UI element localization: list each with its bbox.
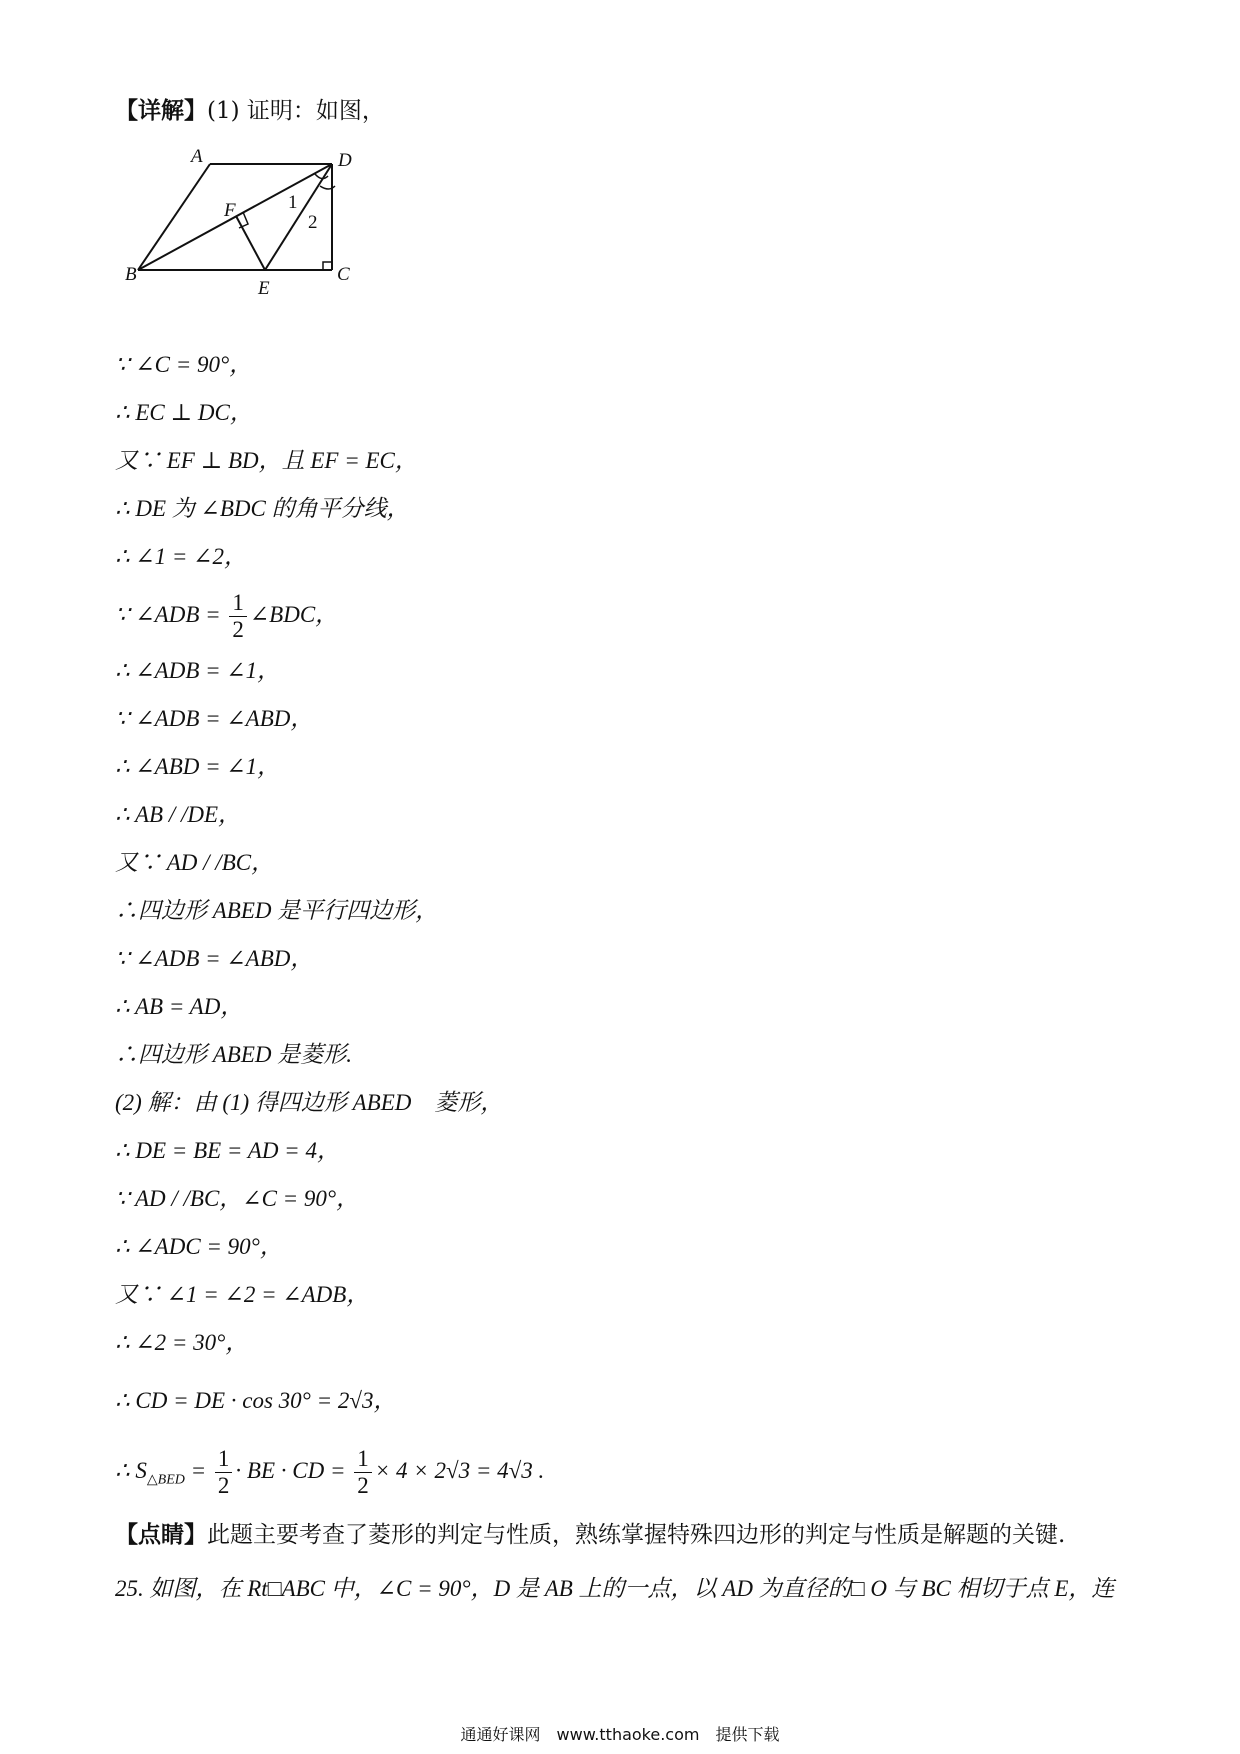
proof-line-7: ∴ ∠ADB = ∠1， (115, 658, 281, 683)
solution-line-3: ∵ AD / /BC，∠C = 90°， (115, 1186, 360, 1211)
proof-line-3: 又∵ EF ⊥ BD，且 EF = EC， (115, 448, 418, 473)
fraction-half (229, 590, 247, 643)
area-frac1-num: 1 (215, 1446, 233, 1473)
label-a: A (191, 146, 203, 167)
label-e: E (258, 278, 270, 299)
detail-intro: (1) 证明：如图， (207, 98, 385, 124)
label-c: C (337, 264, 350, 285)
remark-line (115, 1520, 1065, 1550)
solution-line-2: ∴ DE = BE = AD = 4， (115, 1138, 340, 1163)
area-line (115, 1446, 544, 1499)
detail-label: 【详解】 (115, 97, 207, 124)
area-fraction-1 (215, 1446, 233, 1499)
proof-line-4: ∴ DE 为 ∠BDC 的角平分线， (115, 496, 410, 521)
area-eq: = (184, 1457, 212, 1483)
solution-line-5: 又∵ ∠1 = ∠2 = ∠ADB， (115, 1282, 370, 1307)
solution-line-6: ∴ ∠2 = 30°， (115, 1330, 249, 1355)
proof-line-14: ∴ AB = AD， (115, 994, 244, 1019)
proof-line-9: ∴ ∠ABD = ∠1， (115, 754, 281, 779)
proof-line-6 (115, 590, 338, 643)
area-frac1-den: 2 (217, 1473, 230, 1498)
area-tail: × 4 × 2√3 = 4√3 . (374, 1457, 545, 1483)
remark-label: 【点睛】 (115, 1521, 207, 1548)
proof-line-6-head: ∵ ∠ADB = (115, 601, 227, 627)
proof-line-8: ∵ ∠ADB = ∠ABD， (115, 706, 314, 731)
proof-line-12: ∴四边形 ABED 是平行四边形， (115, 898, 439, 923)
label-f: F (224, 200, 236, 221)
area-prefix: ∴ S (115, 1457, 147, 1483)
page-footer: 通通好课网 www.tthaoke.com 提供下载 (460, 1725, 780, 1744)
next-problem: 25. 如图，在 Rt□ABC 中，∠C = 90°，D 是 AB 上的一点，以 AD 为直径的□ O 与 BC 相切于点 E，连 (115, 1576, 1115, 1601)
proof-line-10: ∴ AB / /DE， (115, 802, 242, 827)
fraction-num: 1 (229, 590, 247, 617)
proof-line-15: ∴四边形 ABED 是菱形. (115, 1042, 353, 1067)
proof-line-5: ∴ ∠1 = ∠2， (115, 544, 247, 569)
proof-line-11: 又∵ AD / /BC， (115, 850, 275, 875)
label-angle-1: 1 (288, 192, 298, 213)
area-subscript: △BED (146, 1472, 185, 1488)
solution-line-4: ∴ ∠ADC = 90°， (115, 1234, 283, 1259)
area-mid: · BE · CD = (235, 1457, 352, 1483)
label-angle-2: 2 (308, 212, 318, 233)
proof-line-1: ∵ ∠C = 90°， (115, 352, 253, 377)
solution-line-7: ∴ CD = DE · cos 30° = 2√3， (115, 1388, 397, 1413)
proof-line-6-tail: ∠BDC， (249, 601, 339, 627)
label-d: D (338, 150, 352, 171)
geometry-figure (125, 146, 405, 299)
proof-line-13: ∵ ∠ADB = ∠ABD， (115, 946, 314, 971)
solution-header (115, 96, 385, 126)
area-frac2-den: 2 (357, 1473, 369, 1498)
area-fraction-2 (354, 1446, 372, 1499)
proof-line-2: ∴ EC ⊥ DC， (115, 400, 253, 425)
solution-part-2: (2) 解：由 (1) 得四边形 ABED 菱形， (115, 1090, 504, 1115)
label-b: B (125, 264, 137, 285)
remark-text: 此题主要考查了菱形的判定与性质，熟练掌握特殊四边形的判定与性质是解题的关键. (207, 1522, 1066, 1548)
area-frac2-num: 1 (354, 1446, 372, 1473)
fraction-den: 2 (232, 617, 244, 642)
